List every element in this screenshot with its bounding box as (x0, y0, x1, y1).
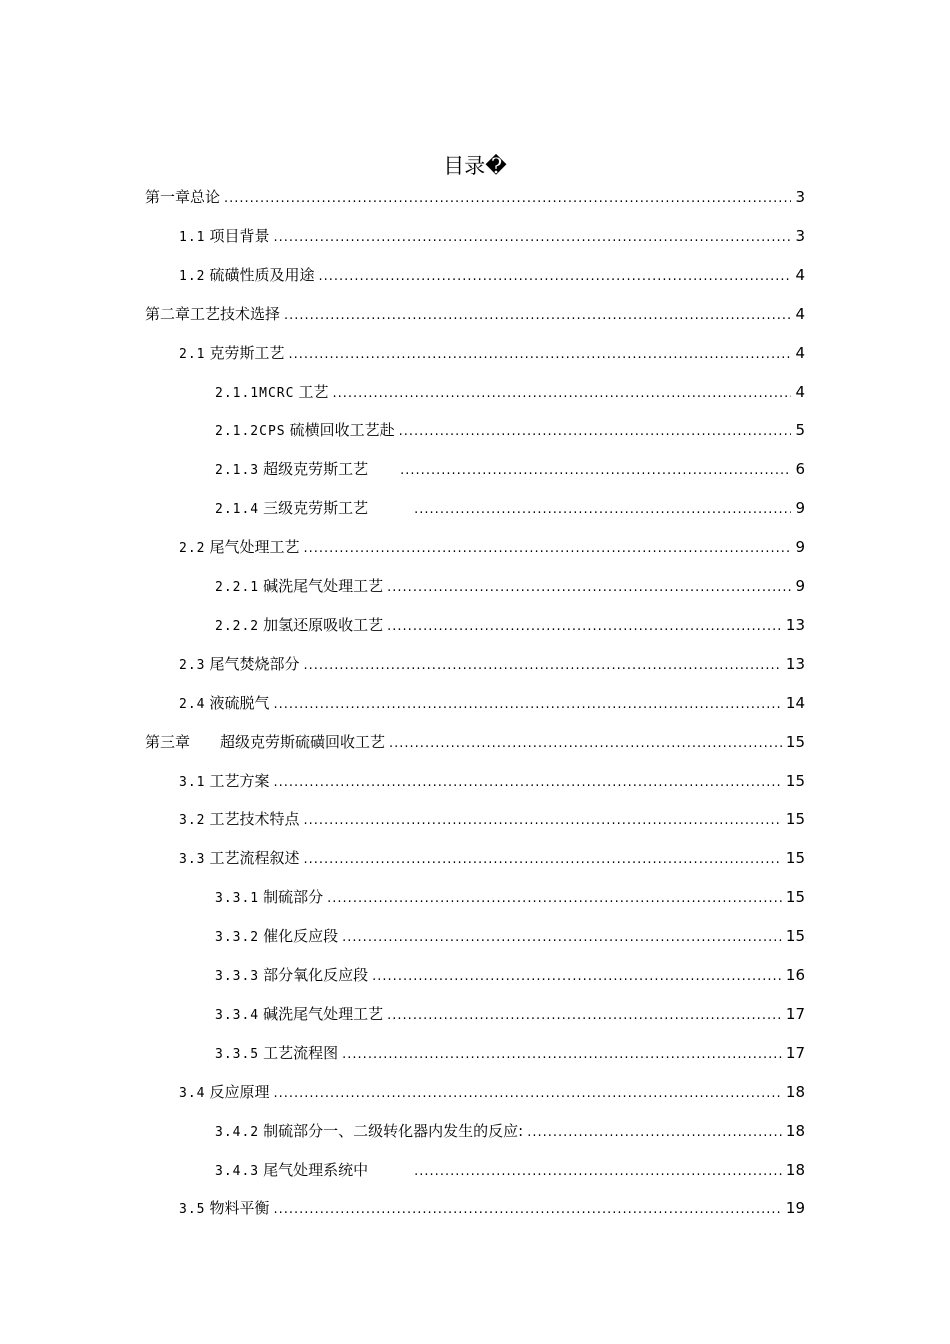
toc-leader-dots (274, 1202, 782, 1217)
toc-entry-label (215, 419, 395, 440)
toc-leader-dots (387, 580, 791, 595)
toc-title: 目录� (443, 154, 507, 178)
toc-entry-number: 3.4.2 (215, 1124, 260, 1140)
toc-entry-number: 3.3.3 (215, 969, 260, 984)
toc-entry-label (215, 1003, 383, 1024)
toc-entry-text: 碱洗尾气处理工艺 (263, 1004, 384, 1023)
toc-entry-number: 2.1.2CPS (215, 424, 286, 440)
toc-entry-label (179, 770, 270, 791)
toc-entry-number: 1.2 (179, 268, 206, 284)
toc-entry[interactable] (215, 886, 805, 910)
toc-entry-number: 2.2.2 (215, 618, 260, 634)
toc-page-number: 13 (785, 615, 805, 634)
toc-entry-text: 第二章工艺技术选择 (145, 304, 281, 323)
toc-entry-label (215, 925, 338, 946)
toc-entry[interactable] (215, 419, 805, 443)
toc-entry[interactable] (179, 225, 805, 249)
toc-leader-dots (527, 1125, 782, 1140)
toc-page-number: 19 (785, 1199, 805, 1218)
toc-leader-dots (372, 969, 782, 984)
toc-leader-dots (224, 191, 791, 206)
toc-entry[interactable] (179, 264, 805, 288)
toc-entry-text: 第一章总论 (145, 188, 221, 206)
toc-entry-label (215, 575, 383, 596)
toc-entry-number: 2.1.1MCRC (215, 385, 295, 401)
toc-entry-label (179, 536, 300, 557)
toc-entry-number: 3.3.5 (215, 1046, 260, 1062)
toc-entry-text: 反应原理 (209, 1082, 270, 1101)
toc-entry-number: 3.1 (179, 774, 206, 790)
toc-entry-text: 超级克劳斯工艺 (263, 460, 369, 479)
toc-entry-text: 硫磺性质及用途 (209, 265, 315, 284)
toc-entry-number: 3.4 (179, 1085, 206, 1101)
toc-entry-label (215, 381, 328, 402)
toc-entry[interactable] (215, 1120, 805, 1144)
toc-entry-text: 尾气处理系统中 (263, 1160, 369, 1179)
toc-entry[interactable] (215, 925, 805, 949)
toc-entry-number: 2.1 (179, 346, 206, 362)
toc-leader-dots (304, 852, 782, 867)
toc-entry-label (215, 614, 383, 635)
toc-leader-dots (319, 269, 792, 284)
toc-entry[interactable] (215, 1159, 805, 1183)
toc-entry-text: 碱洗尾气处理工艺 (263, 577, 384, 595)
toc-leader-dots (387, 1008, 782, 1023)
toc-page-number: 4 (795, 343, 805, 362)
toc-entry-label (215, 886, 323, 907)
toc-entry-number: 2.4 (179, 696, 206, 712)
toc-entry-number: 3.3.1 (215, 891, 260, 907)
toc-entry-number: 3.3.4 (215, 1007, 260, 1023)
toc-entry[interactable] (179, 770, 805, 794)
toc-entry[interactable] (215, 1003, 805, 1027)
toc-entry[interactable] (215, 1042, 805, 1066)
toc-page-number: 15 (785, 849, 805, 868)
toc-page-number: 18 (785, 1082, 805, 1101)
toc-entry-label (179, 264, 315, 285)
toc-entry-text: 制硫部分一、二级转化器内发生的反应: (263, 1121, 524, 1140)
toc-entry[interactable] (215, 575, 805, 599)
toc-page-number: 9 (795, 499, 805, 518)
toc-page-number: 15 (785, 888, 805, 907)
toc-page-number: 15 (785, 732, 805, 751)
toc-entry-label (145, 731, 385, 752)
toc-entry[interactable] (179, 692, 805, 716)
toc-page-number: 15 (785, 810, 805, 829)
toc-leader-dots (274, 697, 782, 712)
toc-entry-text: 硫横回收工艺赴 (289, 421, 395, 440)
toc-leader-dots (284, 308, 791, 323)
toc-page-number: 16 (785, 966, 805, 984)
toc-page-number: 5 (795, 421, 805, 440)
toc-entry-number: 2.2.1 (215, 580, 260, 595)
toc-entry-number: 1.1 (179, 229, 206, 245)
toc-leader-dots (342, 930, 782, 945)
toc-leader-dots (289, 347, 792, 362)
toc-entry-text: 三级克劳斯工艺 (263, 499, 369, 518)
toc-entry[interactable] (215, 964, 805, 988)
toc-leader-dots (414, 1164, 782, 1179)
toc-entry-label (179, 225, 270, 246)
toc-entry-text: 制硫部分 (263, 888, 324, 907)
toc-entry-label (215, 1159, 368, 1180)
toc-entry-label (179, 1197, 270, 1218)
toc-leader-dots (274, 775, 782, 790)
toc-entry-label (145, 186, 220, 207)
toc-entry-text: 加氢还原吸收工艺 (263, 615, 384, 634)
toc-leader-dots (327, 891, 782, 906)
toc-entry-number: 3.3.2 (215, 930, 260, 946)
toc-entry-label (145, 303, 280, 324)
toc-entry-label (179, 692, 270, 713)
toc-leader-dots (304, 813, 782, 828)
toc-page-number: 17 (785, 1004, 805, 1023)
toc-page-number: 4 (795, 382, 805, 401)
toc-entry-text: 尾气处理工艺 (209, 538, 300, 557)
toc-leader-dots (304, 541, 792, 556)
toc-entry-text: 克劳斯工艺 (209, 343, 285, 362)
toc-entry-number: 3.4.3 (215, 1163, 260, 1179)
toc-entry-number: 2.2 (179, 541, 206, 557)
toc-page-number: 9 (795, 577, 805, 595)
toc-entry[interactable] (179, 1081, 805, 1105)
toc-page-number: 17 (785, 1043, 805, 1062)
toc-page-number: 9 (795, 538, 805, 557)
toc-entry[interactable] (179, 342, 805, 366)
toc-entry-label (179, 342, 285, 363)
toc-entry[interactable] (179, 536, 805, 560)
toc-entry[interactable] (215, 381, 805, 405)
toc-entry[interactable] (215, 458, 805, 482)
toc-page-number: 15 (785, 771, 805, 790)
toc-entry[interactable] (145, 186, 805, 210)
toc-entry-label (179, 808, 300, 829)
toc-leader-dots (400, 463, 791, 478)
toc-entry-label (179, 653, 300, 674)
toc-leader-dots (387, 619, 782, 634)
toc-entry-text: 项目背景 (209, 226, 270, 245)
toc-page-number: 3 (795, 188, 805, 206)
toc-entry[interactable] (145, 731, 805, 755)
toc-entry-text: 部分氧化反应段 (263, 966, 369, 984)
toc-entry[interactable] (179, 847, 805, 871)
toc-leader-dots (274, 1086, 782, 1101)
toc-page-number: 13 (785, 654, 805, 673)
toc-leader-dots (304, 658, 782, 673)
toc-entry-text: 液硫脱气 (209, 693, 270, 712)
toc-entry-text: 工艺方案 (209, 771, 270, 790)
toc-page-number: 4 (795, 304, 805, 323)
toc-page-number: 15 (785, 927, 805, 946)
toc-entry[interactable] (179, 653, 805, 677)
toc-page-number: 14 (785, 693, 805, 712)
toc-entry-label (215, 964, 368, 985)
toc-entry-label (215, 458, 368, 479)
toc-entry-number: 3.2 (179, 813, 206, 829)
toc-entry-text: 工艺流程叙述 (209, 849, 300, 868)
toc-entry-number: 2.1.3 (215, 463, 260, 479)
toc-entry-label (215, 1042, 338, 1063)
toc-entry-text: 催化反应段 (263, 927, 339, 946)
toc-page-number: 18 (785, 1121, 805, 1140)
toc-leader-dots (399, 424, 792, 439)
toc-leader-dots (389, 736, 782, 751)
toc-leader-dots (274, 230, 792, 245)
toc-entry[interactable] (215, 614, 805, 638)
toc-entry-number: 2.3 (179, 657, 206, 673)
toc-entry-number: 3.3 (179, 852, 206, 868)
toc-page-number: 3 (795, 226, 805, 245)
toc-entry[interactable] (179, 1197, 805, 1221)
toc-entry-text: 第三章 超级克劳斯硫磺回收工艺 (145, 732, 386, 751)
toc-page-number: 4 (795, 265, 805, 284)
toc-entry[interactable] (145, 303, 805, 327)
toc-leader-dots (342, 1047, 782, 1062)
toc-entry[interactable] (215, 497, 805, 521)
toc-page-number: 18 (785, 1160, 805, 1179)
toc-leader-dots (414, 502, 791, 517)
toc-entry-text: 工艺流程图 (263, 1043, 339, 1062)
toc-entry[interactable] (179, 808, 805, 832)
toc-page-number: 6 (795, 460, 805, 479)
toc-entry-label (215, 497, 368, 518)
toc-entry-text: 工艺技术特点 (209, 810, 300, 829)
toc-entry-text: 工艺 (298, 382, 329, 401)
toc-leader-dots (332, 386, 791, 401)
toc-entry-label (215, 1120, 523, 1141)
toc-entry-label (179, 847, 300, 868)
toc-entry-text: 物料平衡 (209, 1199, 270, 1218)
toc-entry-text: 尾气焚烧部分 (209, 654, 300, 673)
toc-entry-number: 2.1.4 (215, 502, 260, 518)
toc-entry-label (179, 1081, 270, 1102)
toc-entry-number: 3.5 (179, 1202, 206, 1218)
